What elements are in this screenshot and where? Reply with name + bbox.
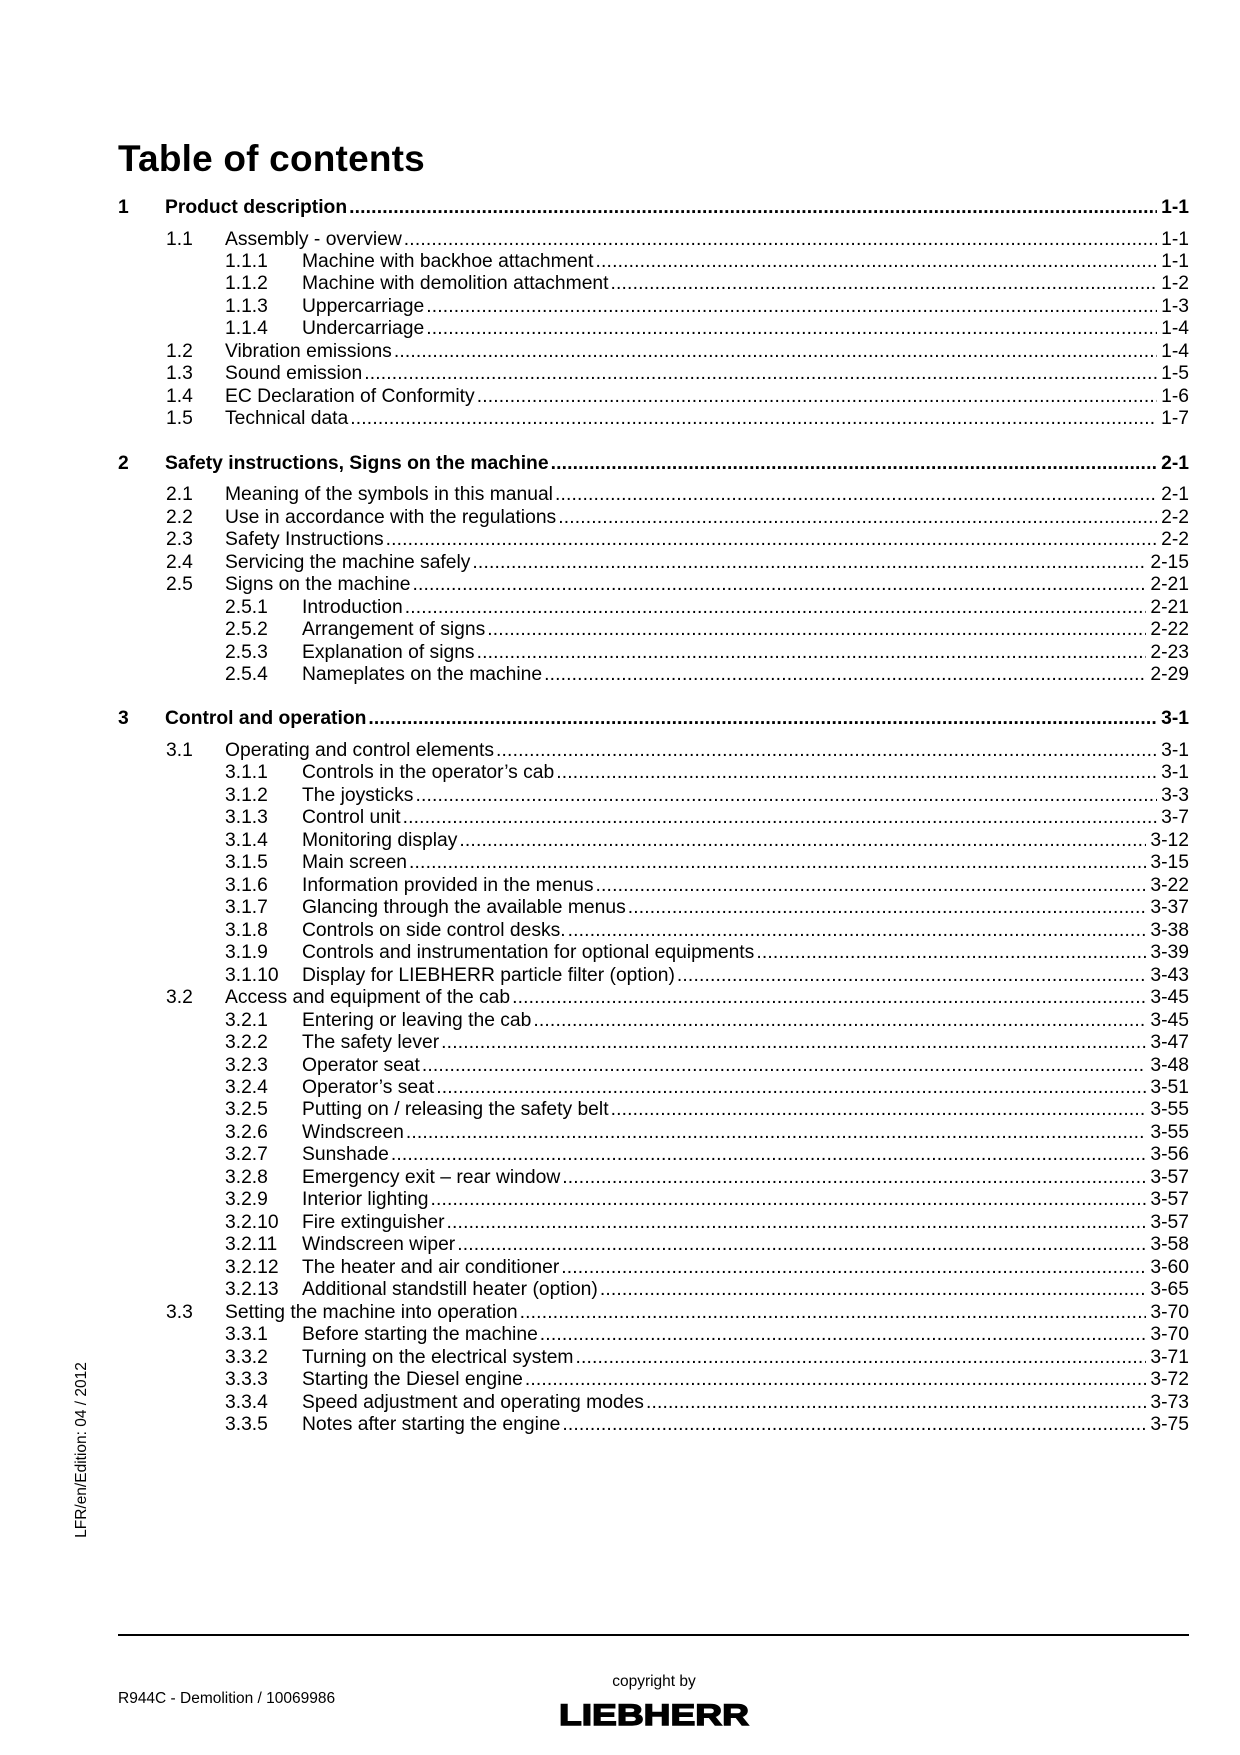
toc-entry[interactable] xyxy=(118,782,1189,807)
toc-entry-title: Machine with demolition attachment xyxy=(302,273,609,295)
toc-entry-title: Putting on / releasing the safety belt xyxy=(302,1099,609,1121)
toc-entry[interactable] xyxy=(118,872,1189,897)
toc-chapter[interactable] xyxy=(118,194,1189,219)
toc-entry-number: 2.4 xyxy=(166,551,193,573)
toc-entry[interactable] xyxy=(118,1299,1189,1324)
toc-entry-page: 2-15 xyxy=(1146,551,1189,574)
toc-entry-page: 1-3 xyxy=(1157,295,1189,318)
toc-entry-title: Sunshade xyxy=(302,1144,389,1166)
toc-entry-title: Product description xyxy=(165,197,348,218)
toc-entry-title: Introduction xyxy=(302,596,403,618)
toc-entry-page: 3-65 xyxy=(1146,1278,1189,1301)
toc-entry-page: 3-57 xyxy=(1146,1188,1189,1211)
document-id: R944C - Demolition / 10069986 xyxy=(118,1690,336,1707)
toc-dot-leader xyxy=(551,452,1158,475)
toc-entry-title: Controls and instrumentation for optional equipments xyxy=(302,942,755,964)
toc-entry-page: 3-22 xyxy=(1146,874,1189,897)
toc-entry[interactable] xyxy=(118,315,1189,340)
toc-entry-number: 3.1.1 xyxy=(225,762,268,784)
toc-entry-number: 3.2.5 xyxy=(225,1099,268,1121)
toc-entry-page: 3-70 xyxy=(1146,1323,1189,1346)
toc-entry-title: Meaning of the symbols in this manual xyxy=(225,484,553,506)
toc-entry-number: 1.1.1 xyxy=(225,250,268,272)
toc-entry-page: 3-55 xyxy=(1146,1098,1189,1121)
toc-entry-number: 3.1.8 xyxy=(225,919,268,941)
toc-entry[interactable] xyxy=(118,1141,1189,1166)
toc-entry-page: 1-1 xyxy=(1157,250,1189,273)
edition-label: LFR/en/Edition: 04 / 2012 xyxy=(73,1362,90,1538)
toc-chapter[interactable] xyxy=(118,450,1189,475)
toc-entry[interactable] xyxy=(118,338,1189,363)
toc-entry[interactable] xyxy=(118,1321,1189,1346)
toc-entry-page: 2-1 xyxy=(1157,452,1189,475)
toc-entry[interactable] xyxy=(118,827,1189,852)
toc-entry-title: Before starting the machine xyxy=(302,1324,538,1346)
toc-entry[interactable] xyxy=(118,1119,1189,1144)
toc-entry-title: Interior lighting xyxy=(302,1189,429,1211)
toc-entry[interactable] xyxy=(118,1164,1189,1189)
toc-entry-title: Display for LIEBHERR particle filter (option) xyxy=(302,964,675,986)
toc-entry-title: Windscreen xyxy=(302,1121,404,1143)
toc-entry-number: 1.2 xyxy=(166,340,193,362)
toc-entry-title: Notes after starting the engine xyxy=(302,1414,561,1435)
toc-entry-title: Operator seat xyxy=(302,1054,420,1076)
toc-entry-page: 3-45 xyxy=(1146,986,1189,1009)
toc-entry[interactable] xyxy=(118,639,1189,664)
toc-chapter[interactable] xyxy=(118,705,1189,730)
toc-entry-number: 2 xyxy=(118,452,129,474)
toc-entry-title: Operator’s seat xyxy=(302,1076,435,1098)
toc-entry[interactable] xyxy=(118,1074,1189,1099)
toc-dot-leader xyxy=(349,196,1157,219)
toc-entry-number: 1.1.3 xyxy=(225,295,268,317)
toc-entry-page: 2-23 xyxy=(1146,641,1189,664)
toc-entry-number: 2.5 xyxy=(166,574,193,596)
toc-entry-title: The heater and air conditioner xyxy=(302,1256,560,1278)
toc-entry-number: 3.3 xyxy=(166,1301,193,1323)
toc-entry-number: 2.2 xyxy=(166,506,193,528)
toc-entry[interactable] xyxy=(118,1276,1189,1301)
toc-entry-page: 3-75 xyxy=(1146,1413,1189,1436)
toc-entry[interactable] xyxy=(118,1052,1189,1077)
toc-entry-page: 3-48 xyxy=(1146,1054,1189,1077)
toc-entry[interactable] xyxy=(118,894,1189,919)
toc-entry-title: Controls on side control desks. xyxy=(302,919,566,941)
toc-entry-page: 3-15 xyxy=(1146,851,1189,874)
toc-entry-number: 3.2.2 xyxy=(225,1032,268,1053)
liebherr-logo xyxy=(556,1698,752,1730)
table-of-contents xyxy=(118,0,1189,1755)
toc-entry-number: 3.2.4 xyxy=(225,1076,268,1098)
toc-entry-number: 3.1.4 xyxy=(225,829,268,851)
toc-entry[interactable] xyxy=(118,270,1189,295)
toc-entry-title: Technical data xyxy=(225,408,349,430)
toc-entry-title: Fire extinguisher xyxy=(302,1211,445,1233)
toc-entry[interactable] xyxy=(118,383,1189,408)
toc-entry-number: 3.2 xyxy=(166,987,193,1008)
toc-entry-page: 3-51 xyxy=(1146,1076,1189,1099)
toc-entry-title: Servicing the machine safely xyxy=(225,551,471,573)
toc-entry-page: 2-2 xyxy=(1157,506,1189,529)
toc-entry[interactable] xyxy=(118,571,1189,596)
toc-entry-page: 3-45 xyxy=(1146,1009,1189,1032)
toc-entry-page: 1-5 xyxy=(1157,362,1189,385)
toc-entry[interactable] xyxy=(118,481,1189,506)
toc-entry[interactable] xyxy=(118,1007,1189,1032)
toc-entry-number: 3.1.6 xyxy=(225,874,268,896)
toc-entry-title: EC Declaration of Conformity xyxy=(225,385,475,407)
toc-entry-number: 3 xyxy=(118,708,129,730)
toc-entry-title: Arrangement of signs xyxy=(302,619,486,640)
toc-entry[interactable] xyxy=(118,1411,1189,1436)
toc-entry-title: Assembly - overview xyxy=(225,228,402,250)
toc-entry[interactable] xyxy=(118,1209,1189,1234)
toc-entry[interactable] xyxy=(118,1344,1189,1369)
toc-entry-number: 2.3 xyxy=(166,529,193,551)
toc-entry-page: 2-21 xyxy=(1146,596,1189,619)
toc-entry-page: 2-2 xyxy=(1157,528,1189,551)
toc-entry-title: Starting the Diesel engine xyxy=(302,1369,523,1390)
toc-entry-number: 1.5 xyxy=(166,408,193,430)
toc-entry-page: 1-4 xyxy=(1157,317,1189,340)
page-title: Table of contents xyxy=(118,138,425,179)
footer-divider xyxy=(118,1634,1189,1636)
toc-entry-number: 2.5.1 xyxy=(225,596,268,618)
toc-entry-page: 3-39 xyxy=(1146,941,1189,964)
toc-entry[interactable] xyxy=(118,226,1189,251)
toc-entry-page: 3-43 xyxy=(1146,964,1189,987)
toc-entry[interactable] xyxy=(118,504,1189,529)
toc-entry-number: 3.2.11 xyxy=(225,1234,278,1256)
toc-entry-page: 3-57 xyxy=(1146,1211,1189,1234)
toc-entry[interactable] xyxy=(118,594,1189,619)
toc-entry[interactable] xyxy=(118,759,1189,784)
toc-entry-title: Speed adjustment and operating modes xyxy=(302,1391,644,1413)
toc-entry[interactable] xyxy=(118,549,1189,574)
toc-entry-page: 3-7 xyxy=(1157,806,1189,829)
toc-entry-page: 3-71 xyxy=(1146,1346,1189,1369)
toc-entry-number: 3.1.2 xyxy=(225,784,268,806)
toc-entry-page: 1-1 xyxy=(1157,228,1189,251)
toc-entry[interactable] xyxy=(118,917,1189,942)
toc-entry-number: 3.3.2 xyxy=(225,1346,268,1368)
toc-entry-number: 2.1 xyxy=(166,484,193,506)
toc-entry-page: 3-1 xyxy=(1157,739,1189,762)
toc-entry-page: 2-21 xyxy=(1146,573,1189,596)
toc-entry-page: 1-1 xyxy=(1157,196,1189,219)
toc-entry-page: 3-1 xyxy=(1157,707,1189,730)
toc-entry[interactable] xyxy=(118,1231,1189,1256)
toc-entry[interactable] xyxy=(118,526,1189,551)
toc-dot-leader xyxy=(350,407,1157,430)
toc-entry-title: Vibration emissions xyxy=(225,340,392,362)
toc-entry-number: 1.1.2 xyxy=(225,273,268,295)
toc-entry[interactable] xyxy=(118,293,1189,318)
toc-entry-page: 3-55 xyxy=(1146,1121,1189,1144)
toc-entry-page: 3-58 xyxy=(1146,1233,1189,1256)
toc-entry-page: 3-56 xyxy=(1146,1143,1189,1166)
toc-entry-title: Control and operation xyxy=(165,708,367,730)
toc-entry-page: 3-73 xyxy=(1146,1391,1189,1414)
toc-entry[interactable] xyxy=(118,1389,1189,1414)
toc-entry-title: The safety lever xyxy=(302,1032,440,1053)
toc-entry-number: 3.3.3 xyxy=(225,1369,268,1390)
toc-entry[interactable] xyxy=(118,1096,1189,1121)
toc-entry-number: 1 xyxy=(118,197,129,218)
toc-entry-title: Machine with backhoe attachment xyxy=(302,250,594,272)
toc-entry-page: 3-38 xyxy=(1146,919,1189,942)
toc-entry-page: 1-4 xyxy=(1157,340,1189,363)
toc-entry-title: Safety instructions, Signs on the machine xyxy=(165,452,549,474)
toc-entry[interactable] xyxy=(118,804,1189,829)
toc-entry-title: Use in accordance with the regulations xyxy=(225,506,557,528)
toc-entry-title: Setting the machine into operation xyxy=(225,1301,518,1323)
toc-entry[interactable] xyxy=(118,1254,1189,1279)
toc-entry-title: Information provided in the menus xyxy=(302,874,594,896)
toc-entry-page: 2-22 xyxy=(1146,618,1189,641)
toc-entry-number: 3.1.7 xyxy=(225,897,268,919)
toc-entry-title: Nameplates on the machine xyxy=(302,663,543,685)
toc-entry-number: 3.2.12 xyxy=(225,1256,279,1278)
toc-entry-number: 3.1.3 xyxy=(225,807,268,829)
toc-entry-title: Glancing through the available menus xyxy=(302,897,626,919)
toc-entry-number: 1.1 xyxy=(166,228,193,250)
toc-entry-number: 3.3.5 xyxy=(225,1414,268,1435)
toc-entry-number: 3.1.5 xyxy=(225,852,268,874)
toc-entry-number: 3.3.4 xyxy=(225,1391,268,1413)
toc-entry-number: 3.2.6 xyxy=(225,1121,268,1143)
toc-entry-number: 3.2.10 xyxy=(225,1211,279,1233)
toc-dot-leader xyxy=(562,1413,1146,1436)
toc-entry-title: Additional standstill heater (option) xyxy=(302,1279,598,1301)
toc-entry-title: Signs on the machine xyxy=(225,574,411,596)
toc-entry-page: 2-1 xyxy=(1157,483,1189,506)
toc-entry-number: 3.2.13 xyxy=(225,1279,279,1301)
toc-entry[interactable] xyxy=(118,405,1189,430)
toc-entry[interactable] xyxy=(118,984,1189,1009)
toc-entry-page: 3-37 xyxy=(1146,896,1189,919)
toc-entry-title: Control unit xyxy=(302,807,401,829)
toc-entry-number: 3.2.1 xyxy=(225,1009,268,1031)
toc-entry-title: Windscreen wiper xyxy=(302,1234,456,1256)
toc-entry-title: Undercarriage xyxy=(302,318,425,340)
toc-dot-leader xyxy=(544,663,1146,686)
toc-entry[interactable] xyxy=(118,661,1189,686)
toc-entry-number: 2.5.3 xyxy=(225,641,268,663)
toc-entry-title: Emergency exit – rear window xyxy=(302,1166,561,1188)
toc-entry[interactable] xyxy=(118,1366,1189,1391)
toc-entry-title: The joysticks xyxy=(302,784,414,806)
toc-entry-title: Operating and control elements xyxy=(225,739,495,761)
toc-entry-title: Uppercarriage xyxy=(302,295,425,317)
toc-entry-page: 1-6 xyxy=(1157,385,1189,408)
toc-entry[interactable] xyxy=(118,849,1189,874)
toc-entry-title: Main screen xyxy=(302,852,408,874)
toc-entry[interactable] xyxy=(118,1186,1189,1211)
toc-entry-number: 1.4 xyxy=(166,385,193,407)
liebherr-logo-text: LIEBHERR xyxy=(559,1699,750,1730)
toc-entry-number: 3.1 xyxy=(166,739,193,761)
toc-entry[interactable] xyxy=(118,616,1189,641)
copyright-label: copyright by xyxy=(612,1673,696,1690)
toc-entry-number: 2.5.2 xyxy=(225,619,268,640)
toc-entry-page: 3-72 xyxy=(1146,1368,1189,1391)
toc-entry-number: 2.5.4 xyxy=(225,663,268,685)
toc-entry-page: 3-60 xyxy=(1146,1256,1189,1279)
toc-entry-number: 1.3 xyxy=(166,363,193,385)
toc-dot-leader xyxy=(368,707,1157,730)
toc-entry-page: 3-57 xyxy=(1146,1166,1189,1189)
toc-entry-title: Access and equipment of the cab xyxy=(225,987,511,1008)
toc-entry-title: Sound emission xyxy=(225,363,363,385)
toc-entry-title: Controls in the operator’s cab xyxy=(302,762,555,784)
toc-entry[interactable] xyxy=(118,939,1189,964)
toc-entry[interactable] xyxy=(118,360,1189,385)
toc-entry-title: Explanation of signs xyxy=(302,641,475,663)
toc-entry-page: 1-7 xyxy=(1157,407,1189,430)
toc-entry-page: 1-2 xyxy=(1157,272,1189,295)
toc-entry-page: 2-29 xyxy=(1146,663,1189,686)
toc-entry-number: 1.1.4 xyxy=(225,318,268,340)
toc-entry-number: 3.1.9 xyxy=(225,942,268,964)
toc-entry-number: 3.2.7 xyxy=(225,1144,268,1166)
toc-entry-number: 3.2.9 xyxy=(225,1189,268,1211)
toc-entry-page: 3-3 xyxy=(1157,784,1189,807)
toc-entry-page: 3-12 xyxy=(1146,829,1189,852)
toc-entry-page: 3-70 xyxy=(1146,1301,1189,1324)
toc-entry-title: Entering or leaving the cab xyxy=(302,1009,532,1031)
toc-entry[interactable] xyxy=(118,737,1189,762)
toc-entry-number: 3.3.1 xyxy=(225,1324,268,1346)
toc-entry-number: 3.2.3 xyxy=(225,1054,268,1076)
toc-entry-number: 3.2.8 xyxy=(225,1166,268,1188)
toc-entry-title: Monitoring display xyxy=(302,829,458,851)
toc-entry-title: Turning on the electrical system xyxy=(302,1346,574,1368)
toc-entry[interactable] xyxy=(118,248,1189,273)
toc-entry-page: 3-1 xyxy=(1157,761,1189,784)
toc-entry[interactable] xyxy=(118,1029,1189,1054)
toc-entry-number: 3.1.10 xyxy=(225,964,279,986)
toc-entry[interactable] xyxy=(118,962,1189,987)
toc-entry-page: 3-47 xyxy=(1146,1031,1189,1054)
toc-entry-title: Safety Instructions xyxy=(225,529,384,551)
